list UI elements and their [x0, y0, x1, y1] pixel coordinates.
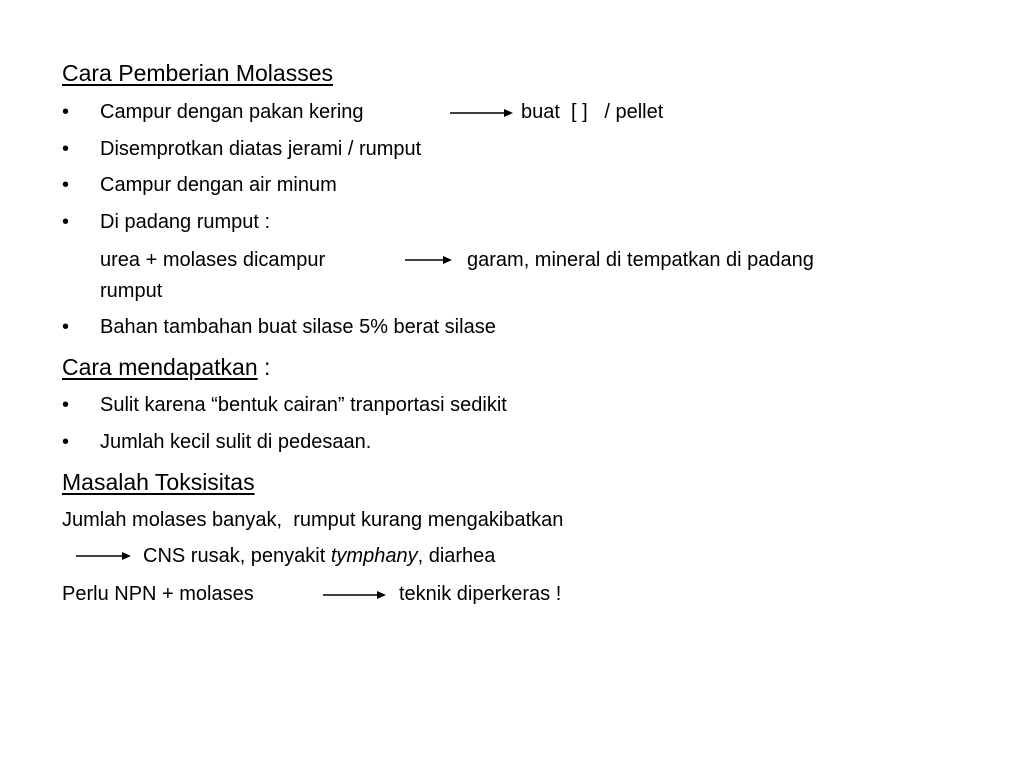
bullet-icon: • — [62, 138, 70, 160]
heading-colon: : — [257, 354, 271, 380]
list-item-disemprotkan: Disemprotkan diatas jerami / rumput — [100, 138, 422, 160]
text-diarhea: , diarhea — [417, 545, 496, 567]
bullet-icon: • — [62, 394, 70, 416]
bullet-icon: • — [62, 211, 70, 233]
text-tymphany: tymphany — [330, 545, 418, 567]
text-perlu-npn: Perlu NPN + molases — [62, 583, 254, 605]
list-item-campur-pakan-result: buat [ ] / pellet — [521, 101, 664, 123]
list-item-sulit-karena: Sulit karena “bentuk cairan” tranportasi sedikit — [100, 394, 507, 416]
text-teknik-diperkeras: teknik diperkeras ! — [399, 583, 562, 605]
list-item-campur-pakan: Campur dengan pakan kering — [100, 101, 364, 123]
list-item-padang-rumput: Di padang rumput : — [100, 211, 271, 233]
arrow-right-icon — [450, 105, 514, 121]
bullet-icon: • — [62, 174, 70, 196]
list-item-air-minum: Campur dengan air minum — [100, 174, 337, 196]
section-heading-cara-mendapatkan — [62, 354, 270, 381]
list-item-jumlah-kecil: Jumlah kecil sulit di pedesaan. — [100, 431, 372, 453]
arrow-right-icon — [323, 587, 387, 603]
bullet-icon: • — [62, 431, 70, 453]
arrow-right-icon — [405, 252, 453, 268]
text-cns-rusak-pre: CNS rusak, penyakit — [143, 545, 331, 567]
bullet-icon: • — [62, 101, 70, 123]
sub-item-urea-molases: urea + molases dicampur — [100, 249, 326, 271]
arrow-right-icon — [76, 548, 132, 564]
section-heading-cara-pemberian: Cara Pemberian Molasses — [62, 60, 334, 86]
sub-item-garam-mineral: garam, mineral di tempatkan di padang — [467, 249, 814, 271]
text-jumlah-molases: Jumlah molases banyak, rumput kurang mengakibatkan — [62, 509, 564, 531]
heading-text: Cara mendapatkan — [62, 354, 258, 380]
list-item-bahan-tambahan: Bahan tambahan buat silase 5% berat silase — [100, 316, 496, 338]
bullet-icon: • — [62, 316, 70, 338]
text-cns-rusak — [143, 545, 495, 568]
section-heading-masalah-toksisitas: Masalah Toksisitas — [62, 469, 255, 495]
sub-item-rumput-cont: rumput — [100, 280, 163, 302]
